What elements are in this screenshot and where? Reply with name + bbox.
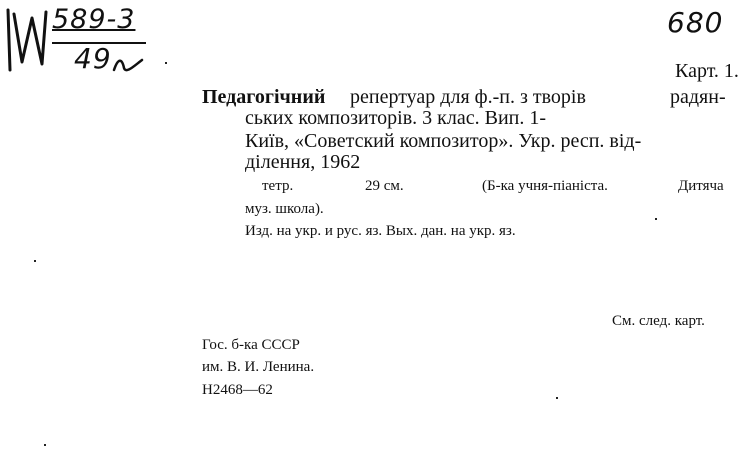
- library-name: Гос. б-ка СССР: [202, 337, 300, 353]
- speck: [34, 260, 36, 262]
- handwritten-shelfmark-letter: [2, 4, 52, 74]
- see-next-card: См. след. карт.: [612, 313, 705, 329]
- entry-title-line1-tail: радян-: [670, 86, 726, 108]
- entry-imprint-line2: ділення, 1962: [245, 151, 361, 173]
- entry-series-end: муз. школа).: [245, 201, 324, 217]
- card-code: Н2468—62: [202, 382, 273, 398]
- entry-language-note: Изд. на укр. и рус. яз. Вых. дан. на укр. яз.: [245, 223, 516, 239]
- shelfmark-code-top: 589-3: [52, 4, 136, 35]
- speck: [556, 397, 558, 399]
- library-name-line2: им. В. И. Ленина.: [202, 359, 315, 375]
- entry-series-tail: Дитяча: [678, 178, 724, 194]
- speck: [165, 62, 167, 64]
- entry-format: тетр.: [262, 178, 294, 194]
- entry-series: (Б-ка учня-піаніста.: [482, 178, 608, 194]
- entry-title-bold: Педагогічний: [202, 86, 326, 108]
- speck: [44, 444, 46, 446]
- speck: [655, 218, 657, 220]
- shelfmark-code-bottom: 49: [74, 42, 112, 75]
- entry-size: 29 см.: [365, 178, 404, 194]
- card-number-handwritten: 680: [667, 6, 724, 39]
- entry-title-line2: ських композиторів. 3 клас. Вип. 1-: [245, 107, 547, 129]
- entry-title-line1: репертуар для ф.-п. з творів: [350, 86, 586, 108]
- shelfmark-flourish: [112, 54, 144, 76]
- entry-imprint-line: Київ, «Советский композитор». Укр. респ. від-: [245, 130, 642, 152]
- card-label: Карт. 1.: [675, 60, 739, 82]
